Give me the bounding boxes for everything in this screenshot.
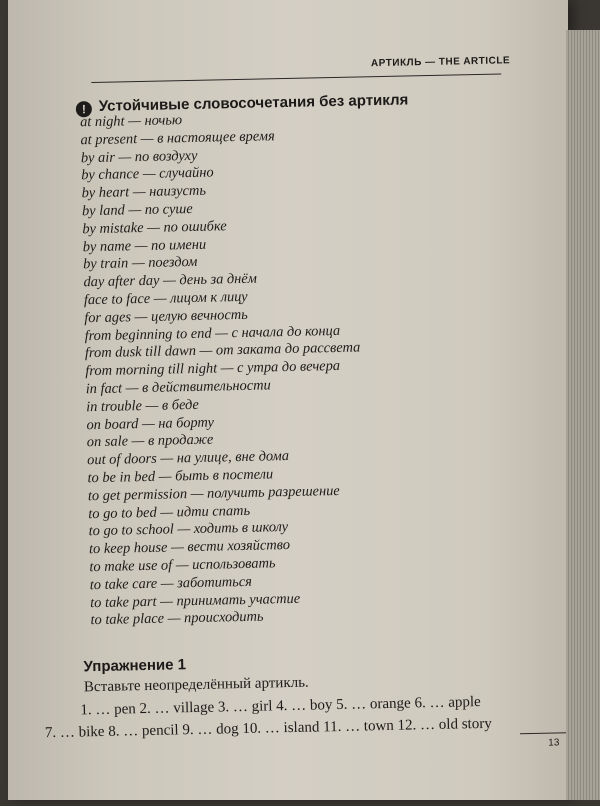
phrase-list [80,105,511,630]
page-stack-edge [566,30,600,800]
phrase-item: by chance — случайно [81,164,214,184]
phrase-item: by air — по воздуху [80,147,198,166]
phrase-item: to take care — заботиться [89,573,253,593]
phrase-item: to take place — происходить [90,608,264,629]
phrase-item: by heart — наизусть [81,182,207,202]
phrase-item: in trouble — в беде [85,396,200,415]
page-number: 13 [548,737,560,749]
phrase-item: out of doors — на улице, вне дома [87,448,290,469]
phrase-item: by name — по имени [82,236,207,255]
phrase-item: on sale — в продаже [86,431,214,451]
phrase-item: to go to bed — идти спать [88,502,251,522]
phrase-item: in fact — в действительности [85,377,271,398]
phrase-item: from dusk till dawn — от заката до рассвета [84,339,361,362]
phrase-item: on board — на борту [86,414,215,433]
phrase-item: from beginning to end — с начала до конца [84,322,341,344]
phrase-item: to take part — принимать участие [90,590,301,611]
exercise-instruction: Вставьте неопределённый артикль. [83,674,309,696]
book-page [8,0,568,800]
phrase-item: to make use of — использовать [89,555,276,576]
phrase-item: day after day — день за днём [83,270,258,291]
exclamation-icon: ! [76,101,92,117]
phrase-item: at present — в настоящее время [80,128,275,149]
exercise-title: Упражнение 1 [83,656,187,676]
phrase-item: to go to school — ходить в школу [88,519,289,540]
exercise-line: 1. … pen 2. … village 3. … girl 4. … boy 5. … orange 6. … apple [80,694,481,719]
section-title: Устойчивые словосочетания без артикля [98,91,409,115]
running-head: АРТИКЛЬ — THE ARTICLE [370,55,511,70]
phrase-item: to get permission — получить разрешение [87,482,340,504]
phrase-item: by mistake — по ошибке [82,218,227,238]
phrase-item: for ages — целую вечность [84,306,248,327]
phrase-item: at night — ночью [79,112,183,131]
phrase-item: by land — по суше [81,200,193,220]
footer-rule [520,732,568,734]
phrase-item: by train — поездом [82,254,198,273]
phrase-item: to be in bed — быть в постели [87,466,274,487]
phrase-item: from morning till night — с утра до вечера [85,358,341,380]
phrase-item: face to face — лицом к лицу [83,288,248,309]
header-rule [91,73,501,83]
phrase-item: to keep house — вести хозяйство [88,537,291,558]
exercise-line: 7. … bike 8. … pencil 9. … dog 10. … island 11. … town 12. … old story [44,715,492,742]
